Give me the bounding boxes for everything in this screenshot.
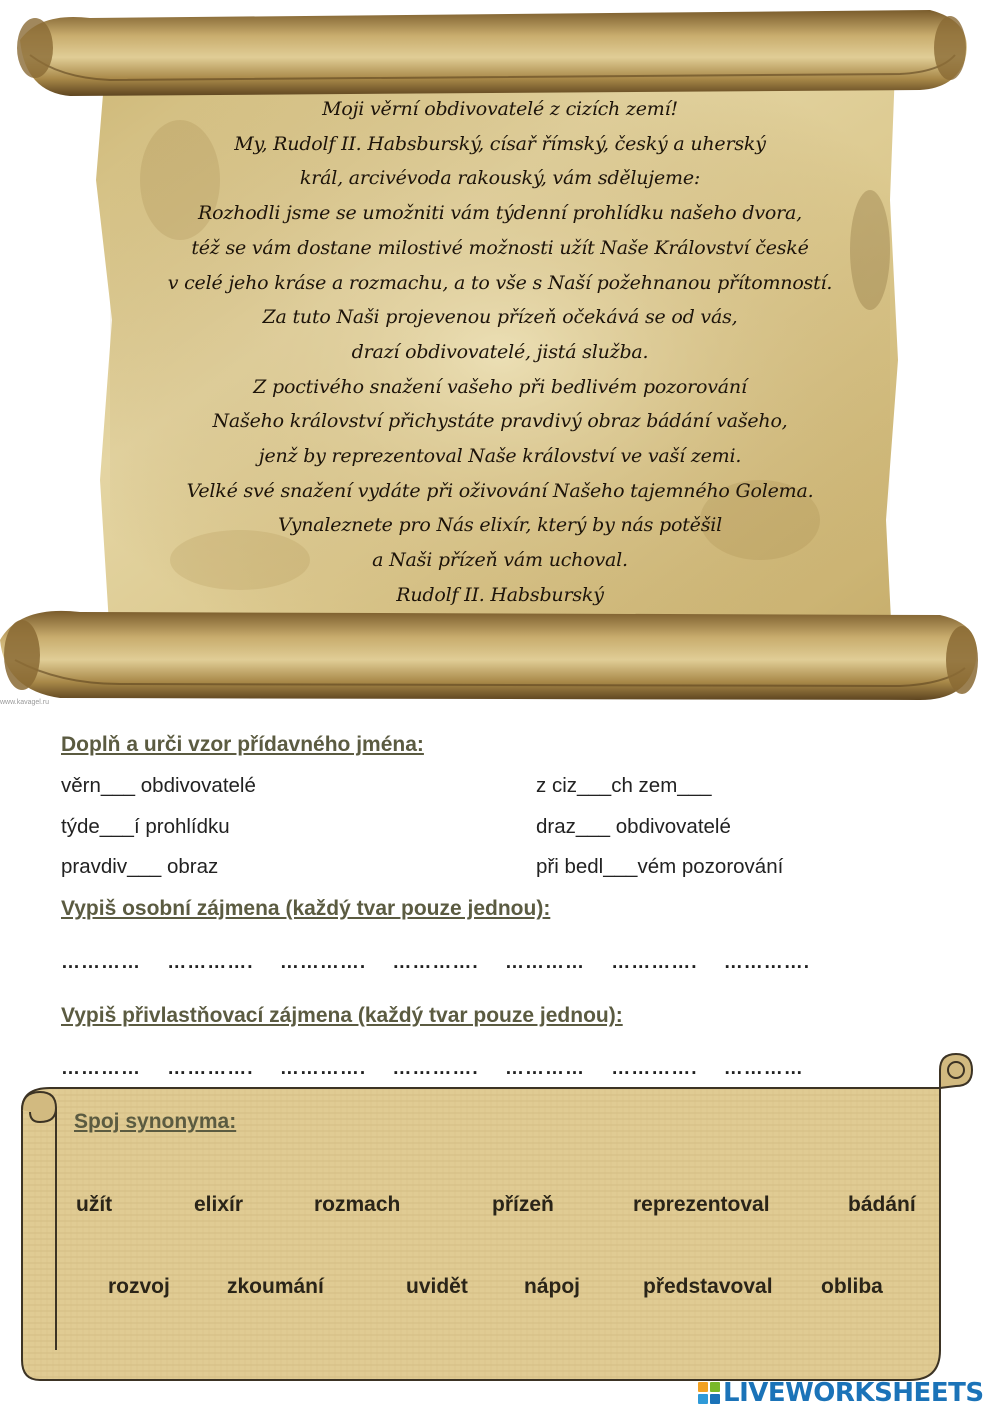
letter-line: drazí obdivovatelé, jistá služba. bbox=[351, 340, 649, 363]
synonym-word[interactable]: rozmach bbox=[314, 1193, 401, 1216]
letter-line: Velké své snažení vydáte při oživování Našeho tajemného Golema. bbox=[186, 479, 814, 502]
exercise1-item[interactable]: věrn___ obdivovatelé bbox=[61, 774, 256, 797]
synonym-word[interactable]: elixír bbox=[194, 1193, 244, 1216]
synonym-word[interactable]: bádání bbox=[848, 1193, 916, 1216]
letter-line: v celé jeho kráse a rozmachu, a to vše s Naší požehnanou přítomností. bbox=[167, 271, 833, 294]
exercise1-item[interactable]: pravdiv___ obraz bbox=[61, 855, 219, 878]
letter-line: král, arcivévoda rakouský, vám sdělujeme: bbox=[299, 167, 701, 190]
image-credit: www.kavagel.ru bbox=[0, 699, 50, 706]
letter-signature: Rudolf II. Habsburský bbox=[396, 583, 604, 606]
letter-line: Za tuto Naši projevenou přízeň očekává se od vás, bbox=[262, 306, 738, 329]
letter-line: Vynaleznete pro Nás elixír, který by nás potěšil bbox=[277, 514, 723, 537]
synonym-word[interactable]: rozvoj bbox=[108, 1275, 170, 1298]
liveworksheets-brand bbox=[698, 1376, 984, 1410]
papyrus-scroll bbox=[20, 1050, 980, 1390]
letter-line: Rozhodli jsme se umožniti vám týdenní prohlídku našeho dvora, bbox=[198, 202, 802, 225]
papyrus-scroll-graphic bbox=[20, 1050, 980, 1390]
synonym-word[interactable]: reprezentoval bbox=[633, 1193, 770, 1216]
letter-line: My, Rudolf II. Habsburský, císař římský, český a uherský bbox=[234, 132, 766, 155]
exercise2-heading: Vypiš osobní zájmena (každý tvar pouze jednou): bbox=[61, 897, 551, 920]
parchment-scroll bbox=[0, 0, 1000, 705]
letter-line: Našeho království přichystáte pravdivý obraz bádání vašeho, bbox=[212, 410, 788, 433]
exercise3-heading: Vypiš přivlastňovací zájmena (každý tvar pouze jednou): bbox=[61, 1004, 623, 1027]
liveworksheets-logo-icon bbox=[698, 1382, 720, 1404]
royal-letter bbox=[150, 92, 850, 613]
exercise1-item[interactable]: týde___í prohlídku bbox=[61, 815, 230, 838]
letter-line: jenž by reprezentoval Naše království ve vaší zemi. bbox=[258, 445, 742, 468]
synonym-word[interactable]: nápoj bbox=[524, 1275, 580, 1298]
synonym-word[interactable]: zkoumání bbox=[227, 1275, 324, 1298]
exercise2-answer-blanks[interactable]: ………… …………. …………. …………. ………… …………. …………. bbox=[61, 952, 811, 973]
exercise1-item[interactable]: draz___ obdivovatelé bbox=[536, 815, 731, 838]
exercise1-heading: Doplň a urči vzor přídavného jména: bbox=[61, 733, 424, 756]
exercise1-item[interactable]: při bedl___vém pozorování bbox=[536, 855, 784, 878]
exercise4-heading: Spoj synonyma: bbox=[74, 1110, 237, 1133]
brand-name: LIVEWORKSHEETS bbox=[723, 1378, 984, 1408]
letter-line: též se vám dostane milostivé možnosti užít Naše Království české bbox=[191, 236, 809, 259]
synonym-word[interactable]: užít bbox=[76, 1193, 113, 1216]
letter-line: a Naši přízeň vám uchoval. bbox=[372, 549, 628, 572]
synonym-word[interactable]: představoval bbox=[643, 1275, 773, 1298]
letter-line: Z poctivého snažení vašeho při bedlivém pozorování bbox=[253, 375, 747, 398]
synonym-word[interactable]: obliba bbox=[821, 1275, 883, 1298]
exercise1-item[interactable]: z ciz___ch zem___ bbox=[536, 774, 712, 797]
exercise3-answer-blanks[interactable]: ………… …………. …………. …………. ………… …………. ………… bbox=[61, 1058, 804, 1079]
synonym-word[interactable]: uvidět bbox=[406, 1275, 468, 1298]
synonym-word[interactable]: přízeň bbox=[492, 1193, 554, 1216]
letter-line: Moji věrní obdivovatelé z cizích zemí! bbox=[322, 98, 678, 120]
